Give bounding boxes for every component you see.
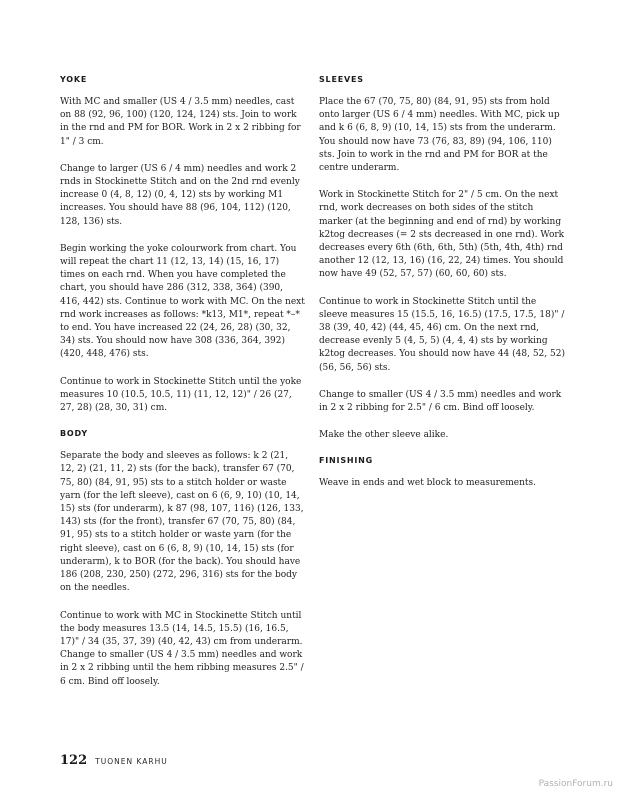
finishing-paragraph-1: Weave in ends and wet block to measurements. [319,478,537,489]
yoke-paragraph-1: With MC and smaller (US 4 / 3.5 mm) needles, cast on 88 (92, 96, 100) (120, 124, 124) sts. Join to work in the rnd and PM for BOR. Work in 2 x 2 ribbing for 1" / 3 cm. [60,97,301,147]
sleeves-paragraph-4: Change to smaller (US 4 / 3.5 mm) needles and work in 2 x 2 ribbing for 2.5" / 6 cm. Bind off loosely. [319,389,562,414]
yoke-paragraph-4: Continue to work in Stockinette Stitch until the yoke measures 10 (10.5, 10.5, 11) (11, 12, 12)" / 26 (27, 27, 28) (28, 30, 31) cm. [60,376,302,414]
book-title: TUONEN KARHU [95,757,168,766]
body-paragraph-1: Separate the body and sleeves as follows: k 2 (21, 12, 2) (21, 11, 2) sts (for the back), transfer 67 (70, 75, 80) (84, 91, 95) sts to a stitch holder or waste yarn (for the left sleeve), cast on 6 (6, 9, 10) (10, 14, 15) sts (for underarm), k 87 (98, 107, 116) (126, 133, 143) sts (for the front), transfer 67 (70, 75, 80) (84, 91, 95) sts to a stitch holder or waste yarn (for the right sleeve), cast on 6 (6, 8, 9) (10, 14, 15) sts (for underarm), k to BOR (for the back). You should have 186 (208, 230, 250) (272, 296, 316) sts for the body on the needles. [60,451,304,594]
sleeves-heading: SLEEVES [319,75,364,84]
body-paragraph-2: Continue to work with MC in Stockinette Stitch until the body measures 13.5 (14, 14.5, 15.5) (16, 16.5, 17)" / 34 (35, 37, 39) (40, 42, 43) cm from underarm. Change to smaller (US 4 / 3.5 mm) needles and work in 2 x 2 ribbing until the hem ribbing measures 2.5" / 6 cm. Bind off loosely. [60,610,304,687]
site-watermark: PassionForum.ru [538,779,613,789]
sleeves-paragraph-5: Make the other sleeve alike. [319,430,449,441]
yoke-heading: YOKE [60,75,88,84]
page-footer [60,753,168,768]
right-column [319,75,567,505]
body-heading: BODY [60,429,88,439]
yoke-paragraph-3: Begin working the yoke colourwork from chart. You will repeat the chart 11 (12, 13, 14) (15, 16, 17) times on each rnd. When you have completed the chart, you should have 286 (312, 338, 364) (390, 416, 442) sts. Continue to work with MC. On the next rnd work increases as follows: *k13, M1*, repeat *–* to end. You have increased 22 (24, 26, 28) (30, 32, 34) sts. You should now have 308 (336, 364, 392) (420, 448, 476) sts. [60,243,305,360]
page-number: 122 [60,753,88,768]
finishing-heading: FINISHING [319,456,374,466]
sleeves-paragraph-1: Place the 67 (70, 75, 80) (84, 91, 95) sts from hold onto larger (US 6 / 4 mm) needles. With MC, pick up and k 6 (6, 8, 9) (10, 14, 15) sts from the underarm. You should now have 73 (76, 83, 89) (94, 106, 110) sts. Join to work in the rnd and PM for BOR at the centre underarm. [319,97,560,174]
left-column [60,75,305,703]
sleeves-paragraph-3: Continue to work in Stockinette Stitch until the sleeve measures 15 (15.5, 16, 16.5) (17.5, 17.5, 18)" / 38 (39, 40, 42) (44, 45, 46) cm. On the next rnd, decrease evenly 5 (4, 5, 5) (4, 4, 4) sts by working k2tog decreases. You should now have 44 (48, 52, 52) (56, 56, 56) sts. [319,296,565,373]
yoke-paragraph-2: Change to larger (US 6 / 4 mm) needles and work 2 rnds in Stockinette Stitch and on the 2nd rnd evenly increase 0 (4, 8, 12) (0, 4, 12) sts by working M1 increases. You should have 88 (96, 104, 112) (120, 128, 136) sts. [60,163,300,227]
sleeves-paragraph-2: Work in Stockinette Stitch for 2" / 5 cm. On the next rnd, work decreases on both sides of the stitch marker (at the beginning and end of rnd) by working k2tog decreases (= 2 sts decreased in one rnd). Work decreases every 6th (6th, 6th, 5th) (5th, 4th, 4th) rnd another 12 (12, 13, 16) (16, 22, 24) times. You should now have 49 (52, 57, 57) (60, 60, 60) sts. [319,190,565,280]
